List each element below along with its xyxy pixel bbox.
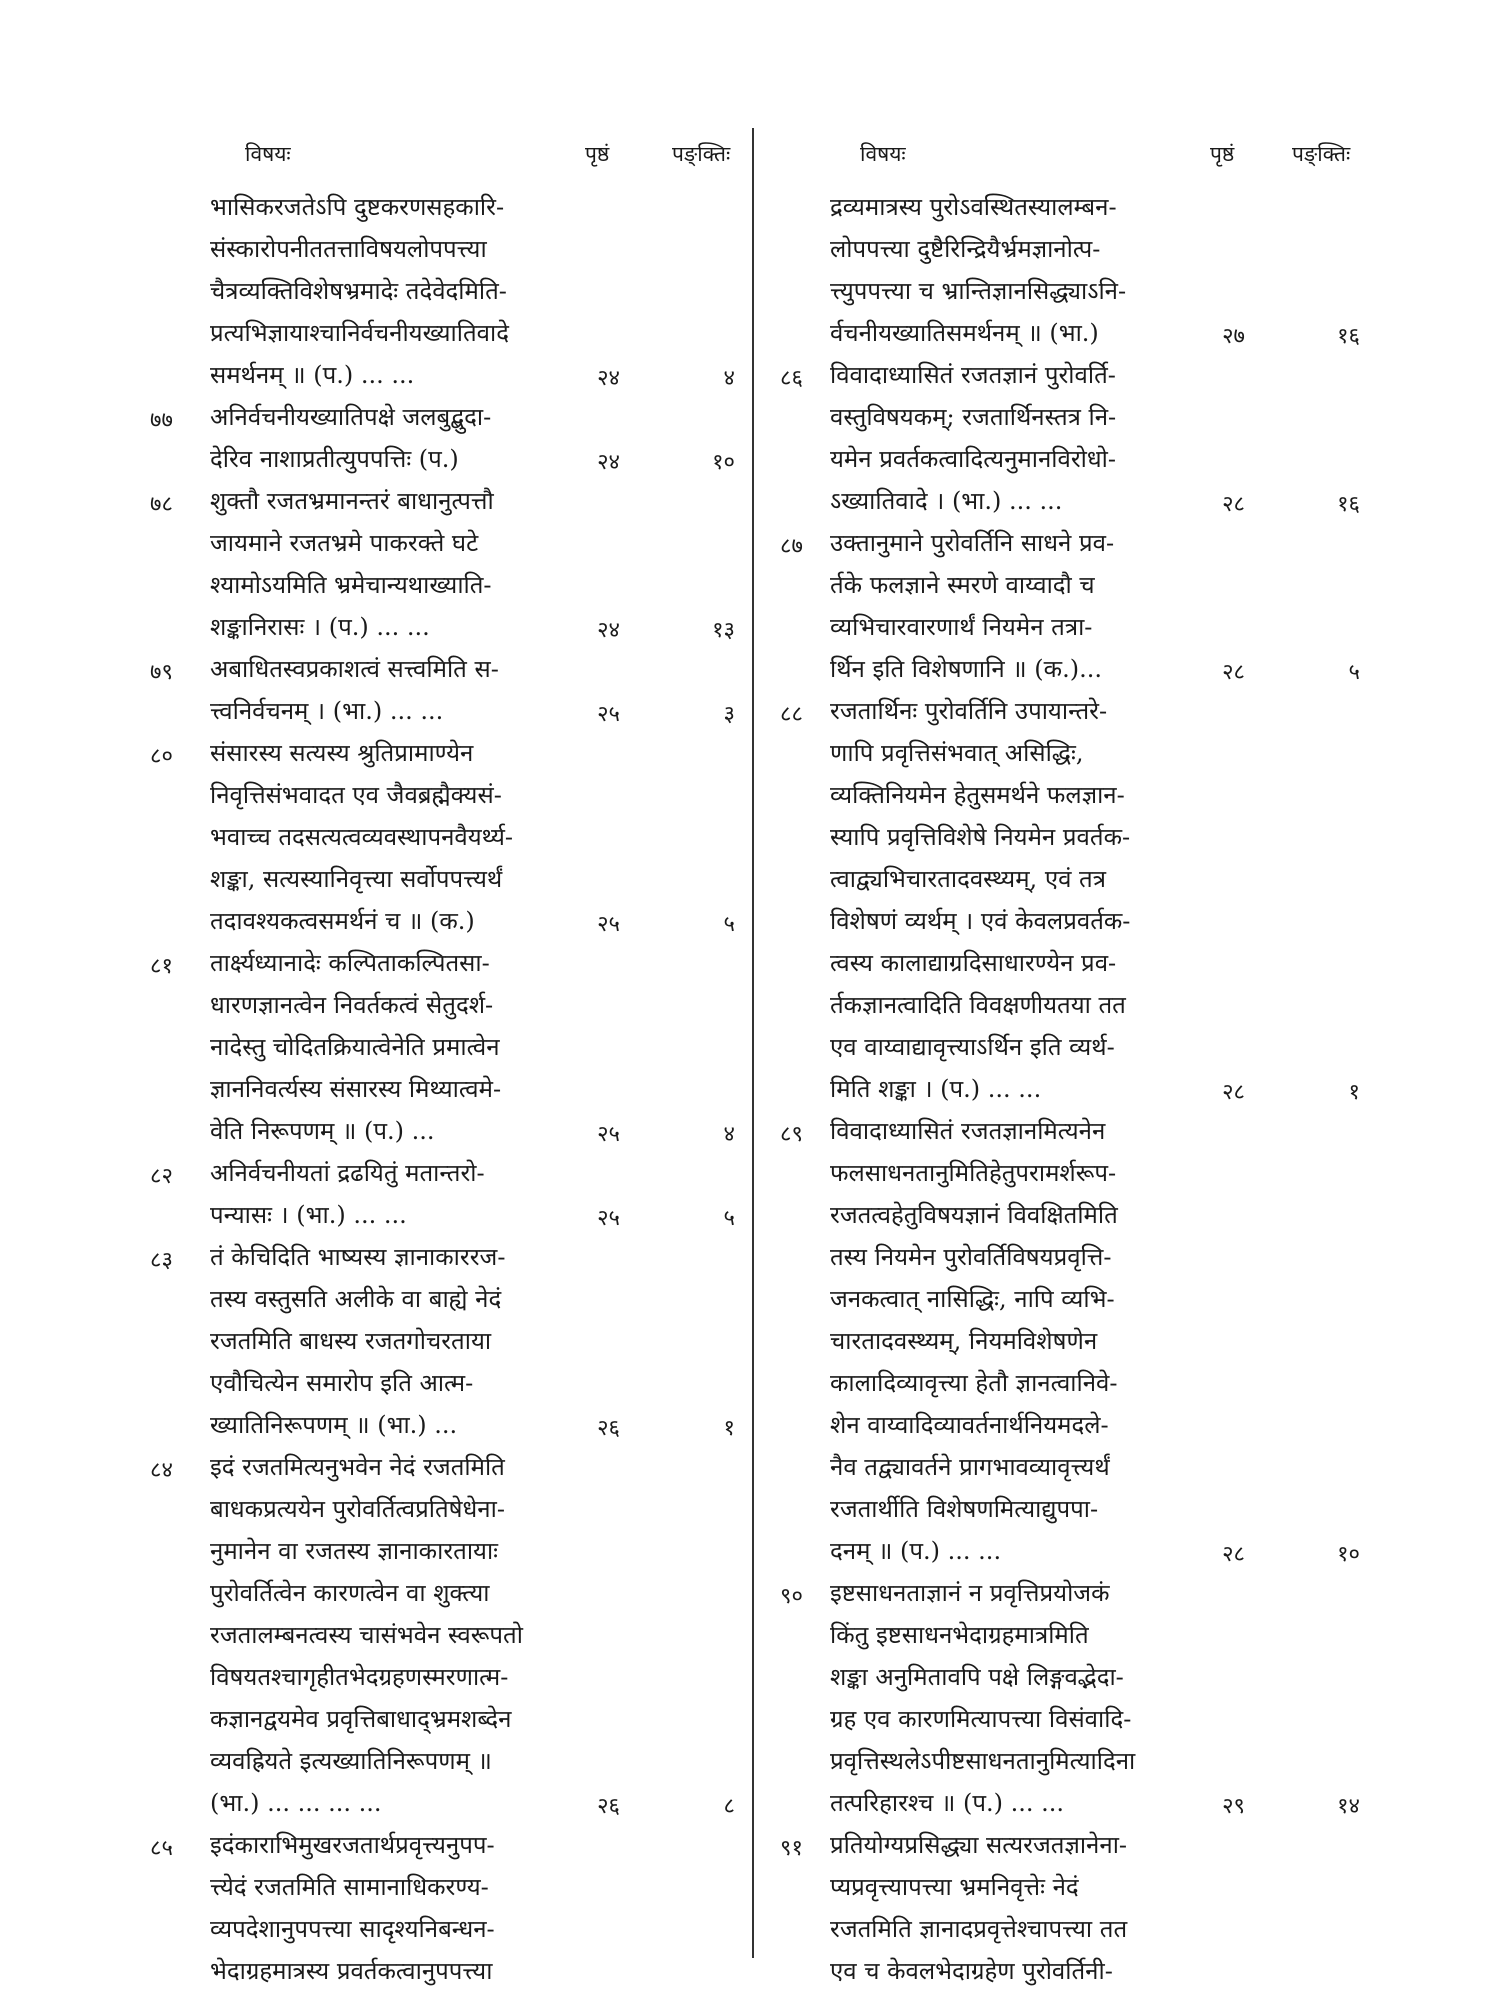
entry-line-number: १४	[1337, 1794, 1360, 1819]
entry-line: पुरोवर्तित्वेन कारणत्वेन वा शुक्त्या	[210, 1579, 490, 1607]
entry-text	[830, 1110, 1118, 1572]
index-entry	[760, 1824, 1500, 1992]
entry-text	[210, 1152, 485, 1236]
entry-line: अनिर्वचनीयतां द्रढयितुं मतान्तरो-	[210, 1159, 485, 1187]
entry-line: तार्क्ष्यध्यानादेः कल्पिताकल्पितसा-	[210, 949, 490, 977]
entry-line: स्यापि प्रवृत्तिविशेषे नियमेन प्रवर्तक-	[830, 823, 1131, 851]
entry-line: भवाच्च तदसत्यत्वव्यवस्थापनवैयर्थ्य-	[210, 823, 513, 851]
entry-line: शेन वाय्वादिव्यावर्तनार्थनियमदले-	[830, 1411, 1109, 1439]
index-entry	[760, 186, 1500, 354]
entry-line: पन्यासः । (भा.) ... ...	[210, 1201, 407, 1229]
entry-text	[210, 648, 499, 732]
entry-line: रजतार्थीति विशेषणमित्याद्युपपा-	[830, 1495, 1099, 1523]
entry-line: मिति शङ्का । (प.) ... ...	[830, 1075, 1042, 1103]
entry-line-number: ५	[723, 912, 735, 937]
index-entry	[0, 1824, 760, 1992]
entry-page-number: २५	[597, 912, 620, 937]
entry-page-number: २९	[1222, 1794, 1245, 1819]
entry-line: त्वस्य कालाद्याग्रदिसाधारण्येन प्रव-	[830, 949, 1117, 977]
entry-line: समर्थनम् ॥ (प.) ... ...	[210, 361, 415, 389]
entry-line: लोपपत्त्या दुष्टैरिन्द्रियैर्भ्रमज्ञानोत्प-	[830, 235, 1101, 263]
entry-line: रजतालम्बनत्वस्य चासंभवेन स्वरूपतो	[210, 1621, 523, 1649]
entry-line: चैत्रव्यक्तिविशेषभ्रमादेः तदेवेदमिति-	[210, 277, 507, 305]
entry-line: (भा.) ... ... ... ...	[210, 1789, 382, 1817]
entry-line-number: ८	[723, 1794, 735, 1819]
entry-line: र्वचनीयख्यातिसमर्थनम् ॥ (भा.)	[830, 319, 1099, 347]
entry-line: वेति निरूपणम् ॥ (प.) ...	[210, 1117, 435, 1145]
entry-line: निवृत्तिसंभवादत एव जैवब्रह्मैक्यसं-	[210, 781, 502, 809]
entry-line: नैव तद्व्यावर्तने प्रागभावव्यावृत्त्यर्थं	[830, 1453, 1110, 1481]
entry-line: र्थिन इति विशेषणानि ॥ (क.)...	[830, 655, 1102, 683]
entry-line: विवादाध्यासितं रजतज्ञानमित्यनेन	[830, 1117, 1106, 1145]
entry-line: बाधकप्रत्ययेन पुरोवर्तित्वप्रतिषेधेना-	[210, 1495, 505, 1523]
entry-line-number: ५	[723, 1206, 735, 1231]
entry-line: तत्परिहारश्च ॥ (प.) ... ...	[830, 1789, 1064, 1817]
entry-line: शङ्का अनुमितावपि पक्षे लिङ्गवद्भेदा-	[830, 1663, 1124, 1691]
entry-line-number: १	[723, 1416, 735, 1441]
entry-line: किंतु इष्टसाधनभेदाग्रहमात्रमिति	[830, 1621, 1089, 1649]
entry-line: द्रव्यमात्रस्य पुरोऽवस्थितस्यालम्बन-	[830, 193, 1117, 221]
index-entry	[0, 1152, 760, 1236]
left-header-line: पङ्क्तिः	[672, 142, 731, 166]
entry-line: नुमानेन वा रजतस्य ज्ञानाकारतायाः	[210, 1537, 499, 1565]
index-entry	[760, 354, 1500, 522]
right-header-subject: विषयः	[860, 142, 906, 166]
entry-line: श्यामोऽयमिति भ्रमेचान्यथाख्याति-	[210, 571, 492, 599]
index-entry	[760, 522, 1500, 690]
entry-line: जायमाने रजतभ्रमे पाकरक्ते घटे	[210, 529, 479, 557]
entry-line: उक्तानुमाने पुरोवर्तिनि साधने प्रव-	[830, 529, 1115, 557]
entry-text	[210, 1236, 505, 1446]
entry-line-number: ३	[723, 702, 735, 727]
entry-line: प्रत्यभिज्ञायाश्चानिर्वचनीयख्यातिवादे	[210, 319, 509, 347]
index-entry	[0, 480, 760, 648]
entry-line: एव वाय्वाद्यावृत्त्याऽर्थिन इति व्यर्थ-	[830, 1033, 1115, 1061]
entry-line: णापि प्रवृत्तिसंभवात् असिद्धिः,	[830, 739, 1084, 767]
column-divider	[752, 128, 754, 1958]
entry-line: वस्तुविषयकम्; रजतार्थिनस्तत्र नि-	[830, 403, 1117, 431]
entry-line: कज्ञानद्वयमेव प्रवृत्तिबाधाद्भ्रमशब्देन	[210, 1705, 512, 1733]
entry-text	[210, 732, 513, 942]
entry-line: एवौचित्येन समारोप इति आत्म-	[210, 1369, 474, 1397]
entry-line: देरिव नाशाप्रतीत्युपपत्तिः (प.)	[210, 445, 459, 473]
entry-line: त्त्येदं रजतमिति सामानाधिकरण्य-	[210, 1873, 489, 1901]
entry-line: संस्कारोपनीततत्ताविषयलोपपत्त्या	[210, 235, 487, 263]
entry-line: अबाधितस्वप्रकाशत्वं सत्त्वमिति स-	[210, 655, 499, 683]
entry-line: विषयतश्चागृहीतभेदग्रहणस्मरणात्म-	[210, 1663, 509, 1691]
entry-number: ८१	[150, 954, 173, 979]
entry-line: भेदाग्रहमात्रस्य प्रवर्तकत्वानुपपत्त्या	[210, 1957, 493, 1985]
left-header-page: पृष्ठं	[585, 142, 610, 166]
entry-line: कालादिव्यावृत्त्या हेतौ ज्ञानत्वानिवे-	[830, 1369, 1118, 1397]
entry-line: शङ्का, सत्यस्यानिवृत्त्या सर्वोपपत्त्यर्थं	[210, 865, 503, 893]
entry-line: र्तकज्ञानत्वादिति विवक्षणीयतया तत	[830, 991, 1126, 1019]
entry-line: यमेन प्रवर्तकत्वादित्यनुमानविरोधो-	[830, 445, 1116, 473]
left-header-subject: विषयः	[245, 142, 291, 166]
entry-number: ८५	[150, 1836, 173, 1861]
entry-page-number: २४	[597, 366, 620, 391]
index-entry	[0, 1236, 760, 1446]
entry-page-number: २५	[597, 1122, 620, 1147]
entry-page-number: २४	[597, 450, 620, 475]
index-entry	[0, 186, 760, 396]
entry-line: तं केचिदिति भाष्यस्य ज्ञानाकाररज-	[210, 1243, 506, 1271]
entry-number: ९१	[780, 1836, 803, 1861]
entry-line: व्यक्तिनियमेन हेतुसमर्थने फलज्ञान-	[830, 781, 1125, 809]
entry-number: ८८	[780, 702, 803, 727]
entry-line-number: ४	[723, 366, 735, 391]
entry-text	[210, 942, 501, 1152]
entry-number: ९०	[780, 1584, 803, 1609]
entry-line: रजतत्वहेतुविषयज्ञानं विवक्षितमिति	[830, 1201, 1118, 1229]
entry-line: जनकत्वात् नासिद्धिः, नापि व्यभि-	[830, 1285, 1115, 1313]
entry-line: ज्ञाननिवर्त्यस्य संसारस्य मिथ्यात्वमे-	[210, 1075, 502, 1103]
entry-line: संसारस्य सत्यस्य श्रुतिप्रामाण्येन	[210, 739, 474, 767]
index-entry	[0, 1446, 760, 1824]
entry-number: ७८	[150, 492, 173, 517]
entry-text	[830, 522, 1114, 690]
entry-text	[830, 1572, 1135, 1824]
entry-page-number: २५	[597, 1206, 620, 1231]
entry-line: शुक्तौ रजतभ्रमानन्तरं बाधानुत्पत्तौ	[210, 487, 494, 515]
entry-line-number: ४	[723, 1122, 735, 1147]
entry-number: ८०	[150, 744, 173, 769]
entry-line: तदावश्यकत्वसमर्थनं च ॥ (क.)	[210, 907, 475, 935]
entry-line-number: १६	[1337, 492, 1360, 517]
entry-page-number: २५	[597, 702, 620, 727]
entry-text	[830, 1824, 1127, 1992]
entry-text	[210, 186, 509, 396]
entry-text	[830, 690, 1130, 1110]
entry-number: ८६	[780, 366, 803, 391]
entry-page-number: २८	[1222, 660, 1245, 685]
entry-page-number: २४	[597, 618, 620, 643]
entry-line: धारणज्ञानत्वेन निवर्तकत्वं सेतुदर्श-	[210, 991, 494, 1019]
entry-page-number: २८	[1222, 492, 1245, 517]
entry-line: त्त्वनिर्वचनम् । (भा.) ... ...	[210, 697, 444, 725]
entry-line: शङ्कानिरासः । (प.) ... ...	[210, 613, 430, 641]
index-entry	[760, 1110, 1500, 1572]
entry-text	[210, 480, 494, 648]
entry-page-number: २८	[1222, 1542, 1245, 1567]
entry-line: इदं रजतमित्यनुभवेन नेदं रजतमिति	[210, 1453, 505, 1481]
index-entry	[0, 396, 760, 480]
index-entry	[0, 942, 760, 1152]
right-header-line: पङ्क्तिः	[1292, 142, 1351, 166]
index-entry	[0, 732, 760, 942]
entry-line-number: १	[1348, 1080, 1360, 1105]
entry-page-number: २७	[1222, 324, 1245, 349]
entry-number: ८७	[780, 534, 803, 559]
entry-number: ७९	[150, 660, 173, 685]
entry-text	[830, 354, 1116, 522]
entry-line: विवादाध्यासितं रजतज्ञानं पुरोवर्ति-	[830, 361, 1116, 389]
entry-number: ८९	[780, 1122, 803, 1147]
entry-line: प्रतियोग्यप्रसिद्ध्या सत्यरजतज्ञानेना-	[830, 1831, 1128, 1859]
entry-line: दनम् ॥ (प.) ... ...	[830, 1537, 1002, 1565]
entry-number: ८४	[150, 1458, 173, 1483]
entry-line: त्वाद्व्यभिचारतादवस्थ्यम्, एवं तत्र	[830, 865, 1106, 893]
right-header-page: पृष्ठं	[1210, 142, 1235, 166]
right-column	[760, 0, 1500, 2000]
entry-line: ख्यातिनिरूपणम् ॥ (भा.) ...	[210, 1411, 458, 1439]
entry-line: नादेस्तु चोदितक्रियात्वेनेति प्रमात्वेन	[210, 1033, 500, 1061]
entry-page-number: २८	[1222, 1080, 1245, 1105]
entry-line: ग्रह एव कारणमित्यापत्त्या विसंवादि-	[830, 1705, 1132, 1733]
entry-text	[210, 1824, 495, 1992]
entry-line: इदंकाराभिमुखरजतार्थप्रवृत्त्यनुपप-	[210, 1831, 495, 1859]
entry-text	[210, 1446, 523, 1824]
entry-line: प्रवृत्तिस्थलेऽपीष्टसाधनतानुमित्यादिना	[830, 1747, 1136, 1775]
entry-line: फलसाधनतानुमितिहेतुपरामर्शरूप-	[830, 1159, 1117, 1187]
entry-line: तस्य वस्तुसति अलीके वा बाह्ये नेदं	[210, 1285, 502, 1313]
entry-line: चारतादवस्थ्यम्, नियमविशेषणेन	[830, 1327, 1098, 1355]
index-entry	[760, 690, 1500, 1110]
entry-text	[210, 396, 491, 480]
index-entry	[0, 648, 760, 732]
entry-line: व्यपदेशानुपपत्त्या सादृश्यनिबन्धन-	[210, 1915, 495, 1943]
entry-line: एव च केवलभेदाग्रहेण पुरोवर्तिनी-	[830, 1957, 1113, 1985]
entry-line: व्यभिचारवारणार्थं नियमेन तत्रा-	[830, 613, 1093, 641]
entry-number: ७७	[150, 408, 173, 433]
entry-line: रजतमिति बाधस्य रजतगोचरताया	[210, 1327, 492, 1355]
entry-line: त्त्युपपत्त्या च भ्रान्तिज्ञानसिद्ध्याऽनि-	[830, 277, 1127, 305]
entry-line: र्तके फलज्ञाने स्मरणे वाय्वादौ च	[830, 571, 1095, 599]
entry-page-number: २६	[597, 1794, 620, 1819]
entry-line-number: १०	[1337, 1542, 1360, 1567]
entry-text	[830, 186, 1126, 354]
entry-line: रजतमिति ज्ञानादप्रवृत्तेश्चापत्त्या तत	[830, 1915, 1128, 1943]
entry-number: ८२	[150, 1164, 173, 1189]
entry-line: ऽख्यातिवादे । (भा.) ... ...	[830, 487, 1063, 515]
entry-line: भासिकरजतेऽपि दुष्टकरणसहकारि-	[210, 193, 505, 221]
entry-line: इष्टसाधनताज्ञानं न प्रवृत्तिप्रयोजकं	[830, 1579, 1110, 1607]
entry-line: तस्य नियमेन पुरोवर्तिविषयप्रवृत्ति-	[830, 1243, 1112, 1271]
entry-page-number: २६	[597, 1416, 620, 1441]
index-entry	[760, 1572, 1500, 1824]
entry-line: विशेषणं व्यर्थम् । एवं केवलप्रवर्तक-	[830, 907, 1131, 935]
entry-line-number: १६	[1337, 324, 1360, 349]
entry-line: व्यवह्रियते इत्यख्यातिनिरूपणम् ॥	[210, 1747, 492, 1775]
entry-line-number: १३	[712, 618, 735, 643]
entry-line: अनिर्वचनीयख्यातिपक्षे जलबुद्बुदा-	[210, 403, 492, 431]
entry-number: ८३	[150, 1248, 173, 1273]
entry-line: प्यप्रवृत्त्यापत्त्या भ्रमनिवृत्तेः नेदं	[830, 1873, 1079, 1901]
entry-line-number: १०	[712, 450, 735, 475]
entry-line-number: ५	[1348, 660, 1360, 685]
entry-line: रजतार्थिनः पुरोवर्तिनि उपायान्तरे-	[830, 697, 1108, 725]
